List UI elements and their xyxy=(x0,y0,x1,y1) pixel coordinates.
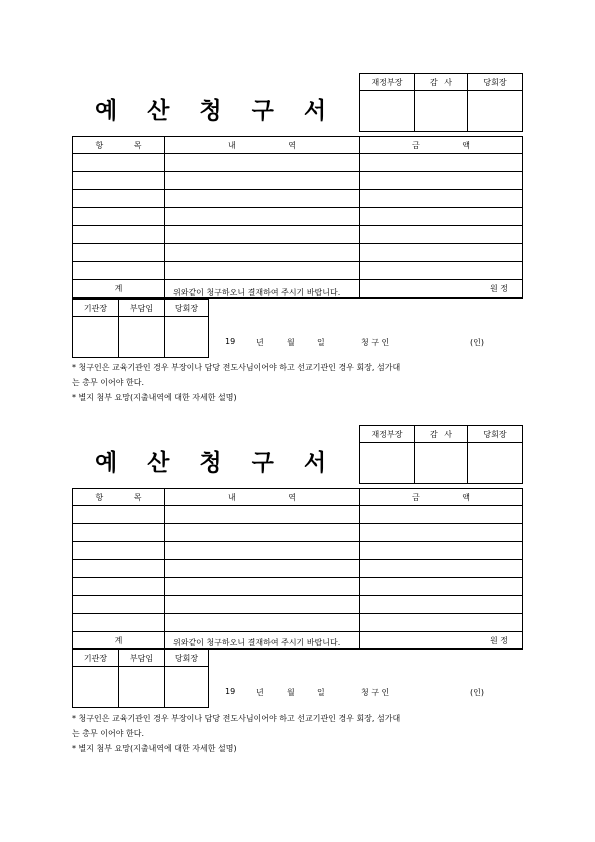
dept-sign-assistant[interactable] xyxy=(119,667,165,708)
item-cell[interactable] xyxy=(73,596,165,614)
detail-cell[interactable] xyxy=(165,578,360,596)
dept-sign-pastor[interactable] xyxy=(165,667,209,708)
item-cell[interactable] xyxy=(73,190,165,208)
amount-cell[interactable] xyxy=(360,154,523,172)
approval-sign-finance[interactable] xyxy=(360,91,415,132)
table-row xyxy=(73,542,523,560)
detail-cell[interactable] xyxy=(165,524,360,542)
header-detail: 내 역 xyxy=(165,137,360,154)
approval-sign-pastor[interactable] xyxy=(468,91,523,132)
item-cell[interactable] xyxy=(73,244,165,262)
table-row xyxy=(73,262,523,280)
amount-cell[interactable] xyxy=(360,244,523,262)
date-year-label: 년 xyxy=(256,338,264,347)
header-detail: 내 역 xyxy=(165,489,360,506)
approval-header-audit: 감 사 xyxy=(415,74,468,91)
amount-cell[interactable] xyxy=(360,614,523,632)
date-month-label: 월 xyxy=(287,688,295,697)
item-cell[interactable] xyxy=(73,578,165,596)
date-year: 19 xyxy=(225,337,236,346)
request-sentence: 위와같이 청구하오니 결재하여 주시기 바랍니다. xyxy=(173,288,341,297)
detail-cell[interactable] xyxy=(165,244,360,262)
detail-cell[interactable] xyxy=(165,154,360,172)
dept-header-assistant: 부담임 xyxy=(119,650,165,667)
amount-cell[interactable] xyxy=(360,190,523,208)
approval-header-finance: 재정부장 xyxy=(360,74,415,91)
approval-header-pastor: 당회장 xyxy=(468,426,523,443)
department-approval-table xyxy=(72,649,209,708)
approval-sign-audit[interactable] xyxy=(415,91,468,132)
note-line-1: * 청구인은 교육기관인 경우 부장이나 담당 전도사님이어야 하고 선교기관인 경우 회장, 섬가대 xyxy=(72,714,401,723)
amount-cell[interactable] xyxy=(360,172,523,190)
dept-header-head: 기관장 xyxy=(73,650,119,667)
budget-request-form-2 xyxy=(0,352,595,753)
item-cell[interactable] xyxy=(73,614,165,632)
detail-cell[interactable] xyxy=(165,560,360,578)
note-line-2: 는 총무 이어야 한다. xyxy=(72,378,144,387)
seal-label: (인) xyxy=(470,688,484,697)
total-unit[interactable]: 원 정 xyxy=(360,632,523,650)
total-label: 계 xyxy=(73,280,165,298)
amount-cell[interactable] xyxy=(360,578,523,596)
date-year-label: 년 xyxy=(256,688,264,697)
dept-header-pastor: 당회장 xyxy=(165,300,209,317)
dept-sign-head[interactable] xyxy=(73,667,119,708)
note-line-1: * 청구인은 교육기관인 경우 부장이나 담당 전도사님이어야 하고 선교기관인 경우 회장, 섬가대 xyxy=(72,363,401,372)
detail-cell[interactable] xyxy=(165,614,360,632)
detail-cell[interactable] xyxy=(165,262,360,280)
table-row xyxy=(73,614,523,632)
item-cell[interactable] xyxy=(73,506,165,524)
amount-cell[interactable] xyxy=(360,542,523,560)
approval-table xyxy=(359,425,523,484)
table-row xyxy=(73,190,523,208)
item-cell[interactable] xyxy=(73,262,165,280)
detail-cell[interactable] xyxy=(165,190,360,208)
item-cell[interactable] xyxy=(73,172,165,190)
request-sentence: 위와같이 청구하오니 결재하여 주시기 바랍니다. xyxy=(173,638,341,647)
date-year: 19 xyxy=(225,687,236,696)
dept-header-assistant: 부담임 xyxy=(119,300,165,317)
item-cell[interactable] xyxy=(73,226,165,244)
amount-cell[interactable] xyxy=(360,596,523,614)
amount-cell[interactable] xyxy=(360,560,523,578)
approval-table xyxy=(359,73,523,132)
header-amount: 금 액 xyxy=(360,137,523,154)
detail-cell[interactable] xyxy=(165,542,360,560)
table-row xyxy=(73,226,523,244)
department-approval-table xyxy=(72,299,209,358)
table-row xyxy=(73,208,523,226)
amount-cell[interactable] xyxy=(360,262,523,280)
date-month-label: 월 xyxy=(287,338,295,347)
amount-cell[interactable] xyxy=(360,506,523,524)
note-line-3: * 별지 첨부 요망(지출내역에 대한 자세한 설명) xyxy=(72,393,237,402)
detail-cell[interactable] xyxy=(165,596,360,614)
approval-sign-finance[interactable] xyxy=(360,443,415,484)
dept-header-head: 기관장 xyxy=(73,300,119,317)
budget-request-form-1 xyxy=(0,0,595,402)
approval-sign-audit[interactable] xyxy=(415,443,468,484)
table-row xyxy=(73,172,523,190)
requester-label: 청 구 인 xyxy=(361,338,390,347)
form-title: 예 산 청 구 서 xyxy=(94,450,338,476)
table-row xyxy=(73,506,523,524)
table-row xyxy=(73,524,523,542)
amount-cell[interactable] xyxy=(360,524,523,542)
detail-cell[interactable] xyxy=(165,208,360,226)
detail-cell[interactable] xyxy=(165,226,360,244)
table-row xyxy=(73,578,523,596)
dept-header-pastor: 당회장 xyxy=(165,650,209,667)
item-cell[interactable] xyxy=(73,154,165,172)
total-label: 계 xyxy=(73,632,165,650)
table-row xyxy=(73,244,523,262)
item-cell[interactable] xyxy=(73,524,165,542)
note-line-2: 는 총무 이어야 한다. xyxy=(72,729,144,738)
table-row xyxy=(73,560,523,578)
budget-items-table xyxy=(72,136,523,298)
note-line-3: * 별지 첨부 요망(지출내역에 대한 자세한 설명) xyxy=(72,744,237,753)
header-item: 항 목 xyxy=(73,137,165,154)
date-day-label: 일 xyxy=(317,338,325,347)
total-unit[interactable]: 원 정 xyxy=(360,280,523,298)
date-day-label: 일 xyxy=(317,688,325,697)
approval-header-finance: 재정부장 xyxy=(360,426,415,443)
approval-header-pastor: 당회장 xyxy=(468,74,523,91)
item-cell[interactable] xyxy=(73,542,165,560)
amount-cell[interactable] xyxy=(360,208,523,226)
header-item: 항 목 xyxy=(73,489,165,506)
requester-label: 청 구 인 xyxy=(361,688,390,697)
seal-label: (인) xyxy=(470,338,484,347)
form-title: 예 산 청 구 서 xyxy=(94,98,338,124)
budget-items-table xyxy=(72,488,523,650)
approval-sign-pastor[interactable] xyxy=(468,443,523,484)
item-cell[interactable] xyxy=(73,208,165,226)
item-cell[interactable] xyxy=(73,560,165,578)
detail-cell[interactable] xyxy=(165,172,360,190)
table-row xyxy=(73,596,523,614)
approval-header-audit: 감 사 xyxy=(415,426,468,443)
header-amount: 금 액 xyxy=(360,489,523,506)
table-row xyxy=(73,154,523,172)
amount-cell[interactable] xyxy=(360,226,523,244)
detail-cell[interactable] xyxy=(165,506,360,524)
